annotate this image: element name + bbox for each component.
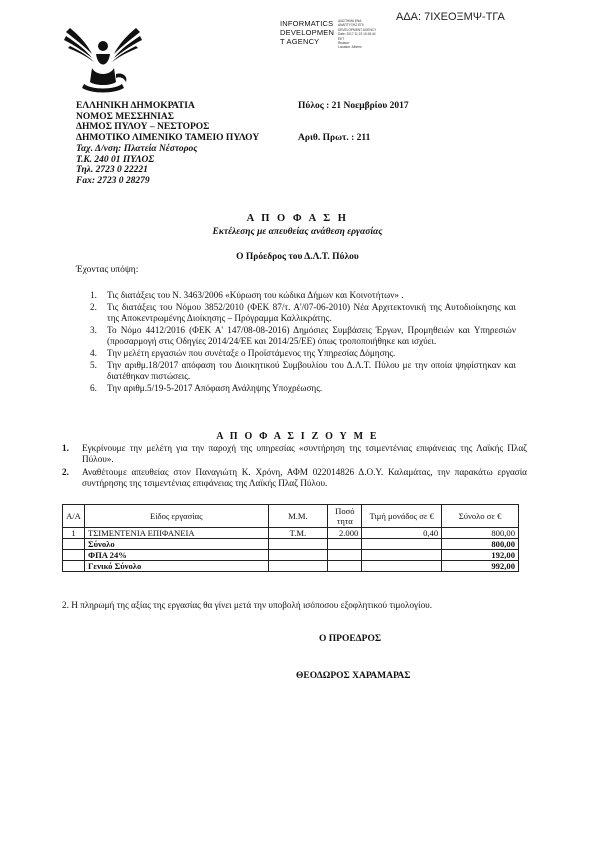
grand-total-value: 992,00 bbox=[442, 561, 519, 572]
signature-detail-line: Location: Athens bbox=[338, 45, 362, 50]
vat-value: 192,00 bbox=[442, 550, 519, 561]
list-text: Την αριθμ.18/2017 απόφαση του Διοικητικού Συμβουλίου του Δ.Λ.Τ. Πύλου με την οποία ψηφίστηκαν και διατέθηκαν πιστώσεις. bbox=[107, 360, 516, 381]
president-heading: Ο Πρόεδρος του Δ.Λ.Τ. Πύλου bbox=[236, 252, 359, 262]
signature-detail-line: Reason: bbox=[338, 41, 350, 46]
list-number: 2. bbox=[90, 302, 97, 312]
document-date: Πύλος : 21 Νοεμβρίου 2017 bbox=[298, 101, 409, 111]
issuer-block bbox=[76, 101, 259, 187]
signature-detail-line: Date: 2017.11.23 10:18:44 bbox=[338, 32, 376, 37]
list-item bbox=[76, 383, 516, 394]
column-header: Α/Α bbox=[63, 505, 85, 528]
row-number: 1 bbox=[63, 528, 85, 539]
signature-detail-line: EET bbox=[338, 36, 345, 41]
signatory-name: ΘΕΟΔΩΡΟΣ ΧΑΡΑΜΑΡΑΣ bbox=[296, 671, 411, 681]
list-item bbox=[62, 443, 527, 465]
unit: Τ.Μ. bbox=[268, 528, 328, 539]
list-number: 3. bbox=[90, 325, 97, 335]
agency-line: INFORMATICS bbox=[280, 19, 334, 28]
list-text: Εγκρίνουμε την μελέτη για την παροχή της υπηρεσίας «συντήρηση της τσιμεντένιας επιφάνειας της Λαϊκής Πλαζ Πύλου». bbox=[82, 443, 527, 464]
list-number: 2. bbox=[62, 467, 69, 477]
list-text: Τις διατάξεις του Νόμου 3852/2010 (ΦΕΚ 87/τ. Α'/07-06-2010) Νέα Αρχιτεκτονική της Αυτοδιοίκησης και της Αποκεντρωμένης Διοίκησης – Πρόγραμμα Καλλικράτης. bbox=[107, 302, 516, 323]
grand-total-label: Γενικό Σύνολο bbox=[84, 561, 268, 572]
quantity: 2.000 bbox=[328, 528, 362, 539]
table-row bbox=[63, 528, 519, 539]
considerations-list bbox=[76, 290, 516, 395]
issuer-phone: Τηλ. 2723 0 22221 bbox=[76, 165, 148, 176]
list-item bbox=[76, 325, 516, 347]
column-header: Είδος εργασίας bbox=[84, 505, 268, 528]
issuer-fax: Fax: 2723 0 28279 bbox=[76, 175, 150, 186]
signature-details bbox=[338, 19, 376, 50]
list-number: 5. bbox=[90, 360, 97, 370]
list-text: Το Νόμο 4412/2016 (ΦΕΚ Α' 147/08-08-2016) Δημόσιες Συμβάσεις Έργων, Προμηθειών και Υπηρεσιών (προσαρμογή στις Οδηγίες 2014/24/ΕΕ και 2014/25/ΕΕ) όπως τροποποιήθηκε και ισχύει. bbox=[107, 325, 516, 346]
payment-terms: 2. Η πληρωμή της αξίας της εργασίας θα γίνει μετά την υποβολή ισόποσου εξοφλητικού τιμολογίου. bbox=[62, 600, 433, 610]
date-protocol-block bbox=[298, 101, 409, 144]
list-number: 4. bbox=[90, 348, 97, 358]
column-header: Σύνολο σε € bbox=[442, 505, 519, 528]
issuer-line: ΕΛΛΗΝΙΚΗ ΔΗΜΟΚΡΑΤΙΑ bbox=[76, 101, 195, 111]
issuer-address: Ταχ. Δ/νση: Πλατεία Νέστορος bbox=[76, 143, 198, 154]
column-header: Μ.Μ. bbox=[268, 505, 328, 528]
sum-label: Σύνολο bbox=[84, 539, 268, 550]
agency-line: DEVELOPMEN bbox=[280, 28, 335, 37]
signatory-title: Ο ΠΡΟΕΔΡΟΣ bbox=[319, 634, 382, 644]
list-item bbox=[62, 467, 527, 489]
ada-code: ΑΔΑ: 7ΙΧΕΟΞΜΨ-ΤΓΑ bbox=[396, 11, 505, 23]
emblem-icon bbox=[62, 24, 144, 94]
signature-detail-line: DEVELOPMENT AGENCY bbox=[338, 27, 377, 32]
signature-detail-line: ΑΝΑΠΤΥΞΗΣ ΕΠΙ bbox=[338, 23, 364, 28]
sum-value: 800,00 bbox=[442, 539, 519, 550]
hellenic-republic-emblem bbox=[62, 24, 144, 99]
list-item bbox=[76, 290, 516, 301]
protocol-number: Αριθ. Πρωτ. : 211 bbox=[298, 133, 371, 144]
work-item: ΤΣΙΜΕΝΤΕΝΙΑ ΕΠΙΦΑΝΕΙΑ bbox=[84, 528, 268, 539]
agency-line: T AGENCY bbox=[280, 37, 320, 46]
document-subtitle: Εκτέλεσης με απευθείας ανάθεση εργασίας bbox=[212, 227, 383, 237]
vat-row bbox=[63, 550, 519, 561]
unit-price: 0,40 bbox=[362, 528, 442, 539]
decision-heading: Α Π Ο Φ Α Σ Ι Ζ Ο Υ Μ Ε bbox=[216, 431, 379, 442]
sum-row bbox=[63, 539, 519, 550]
document-title: Α Π Ο Φ Α Σ Η bbox=[246, 213, 349, 224]
issuer-line: ΝΟΜΟΣ ΜΕΣΣΗΝΙΑΣ bbox=[76, 111, 174, 122]
list-item bbox=[76, 360, 516, 382]
considering-label: Έχοντας υπόψη: bbox=[76, 265, 139, 275]
list-item bbox=[76, 302, 516, 324]
signature-detail-line: ΔΙΑΣΤΗΜΑ ΕΝΑ bbox=[338, 19, 362, 23]
line-total: 800,00 bbox=[442, 528, 519, 539]
list-text: Τις διατάξεις του Ν. 3463/2006 «Κύρωση του κώδικα Δήμων και Κοινοτήτων» . bbox=[107, 290, 404, 300]
vat-label: ΦΠΑ 24% bbox=[84, 550, 268, 561]
table-header-row bbox=[63, 505, 519, 528]
work-table bbox=[62, 504, 519, 572]
list-text: Την μελέτη εργασιών που συνέταξε ο Προϊστάμενος της Υπηρεσίας Δόμησης. bbox=[107, 348, 396, 358]
list-text: Την αριθμ.5/19-5-2017 Απόφαση Ανάληψης Υποχρέωσης. bbox=[107, 383, 323, 393]
issuer-postcode: Τ.Κ. 240 01 ΠΥΛΟΣ bbox=[76, 154, 155, 165]
digital-signature-stamp bbox=[280, 19, 377, 50]
issuer-line: ΔΗΜΟΤΙΚΟ ΛΙΜΕΝΙΚΟ ΤΑΜΕΙΟ ΠΥΛΟΥ bbox=[76, 133, 260, 144]
list-item bbox=[76, 348, 516, 359]
list-number: 6. bbox=[90, 383, 97, 393]
column-header: Ποσό τητα bbox=[328, 505, 362, 528]
grand-total-row bbox=[63, 561, 519, 572]
issuer-line: ΔΗΜΟΣ ΠΥΛΟΥ – ΝΕΣΤΟΡΟΣ bbox=[76, 122, 210, 133]
list-text: Αναθέτουμε απευθείας στον Παναγιώτη Κ. Χρόνη, ΑΦΜ 022014826 Δ.Ο.Υ. Καλαμάτας, την παρακάτω εργασία συντήρησης της τσιμεντένιας επιφάνειας της Λαϊκής Πλαζ Πύλου. bbox=[82, 467, 527, 488]
list-number: 1. bbox=[62, 443, 69, 453]
column-header: Τιμή μονάδος σε € bbox=[362, 505, 442, 528]
list-number: 1. bbox=[90, 290, 97, 300]
decisions-list bbox=[62, 443, 527, 491]
